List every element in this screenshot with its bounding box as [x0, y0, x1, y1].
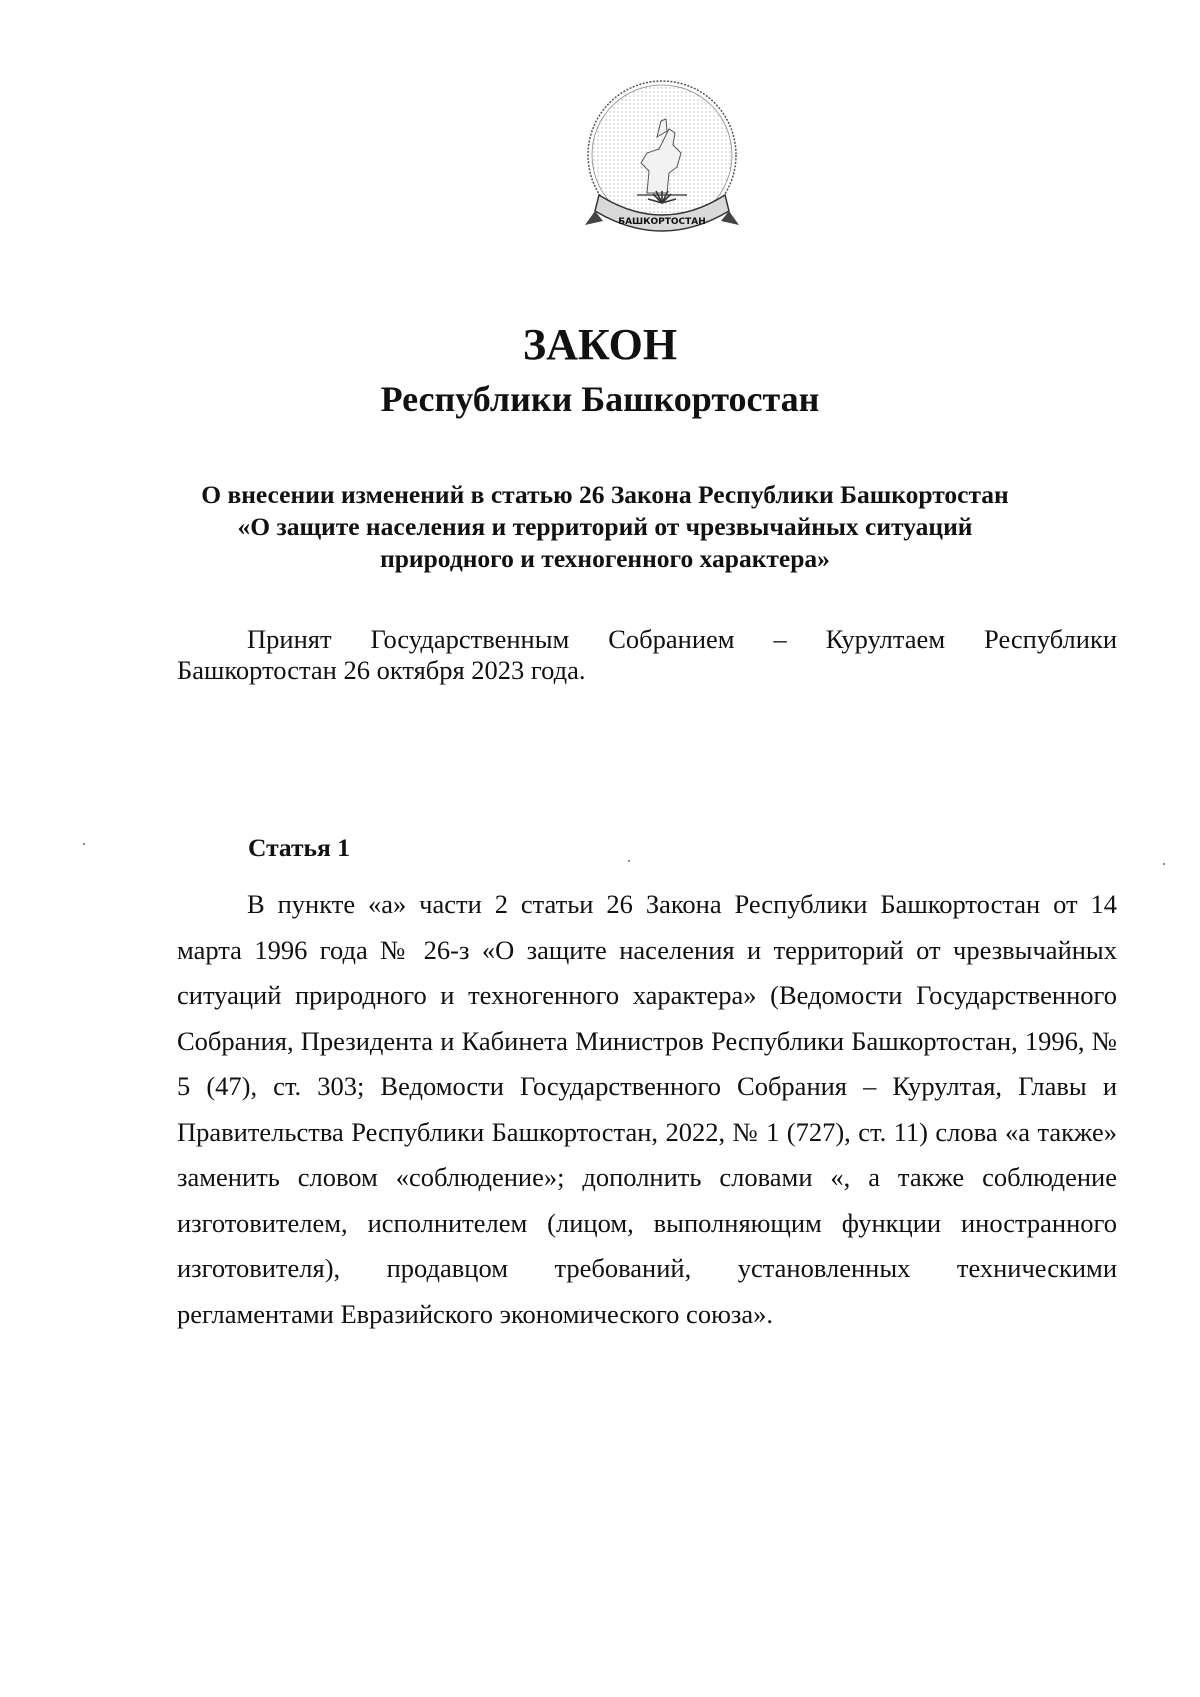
article-body: В пункте «а» части 2 статьи 26 Закона Республики Башкортостан от 14 марта 1996 года № 26-з «О защите населения и территорий от чрезвычайных ситуаций природного и техногенного характера» (Ведомости Государственного Собрания, Президента и Кабинета Министров Республики Башкортостан, 1996, № 5 (47), ст. 303; Ведомости Государственного Собрания – Курултая, Главы и Правительства Республики Башкортостан, 2022, № 1 (727), ст. 11) слова «а также» заменить словом «соблюдение»; дополнить словами «, а также соблюдение изготовителем, исполнителем (лицом, выполняющим функции иностранного изготовителя), продавцом требований, установленных техническими регламентами Евразийского экономического союза». [177, 889, 1117, 1329]
law-title [0, 318, 1200, 426]
law-title-republic: Республики Башкортостан [380, 379, 820, 419]
scan-speck [628, 860, 630, 862]
adoption-note: Принят Государственным Собранием – Курултаем Республики Башкортостан 26 октября 2023 года. [177, 624, 1117, 685]
law-title-main: ЗАКОН [522, 320, 678, 369]
scan-speck [83, 843, 85, 845]
scan-speck [1163, 863, 1165, 865]
subject-line-3: природного и техногенного характера» [380, 544, 830, 573]
emblem-ribbon-text: БАШКОРТОСТАН [618, 217, 706, 227]
subject-line-1: О внесении изменений в статью 26 Закона Республики Башкортостан [201, 480, 1009, 509]
republic-emblem [577, 75, 747, 255]
subject-line-2: «О защите населения и территорий от чрезвычайных ситуаций [237, 512, 973, 541]
law-subject [140, 479, 1070, 575]
article-heading: Статья 1 [248, 833, 350, 862]
